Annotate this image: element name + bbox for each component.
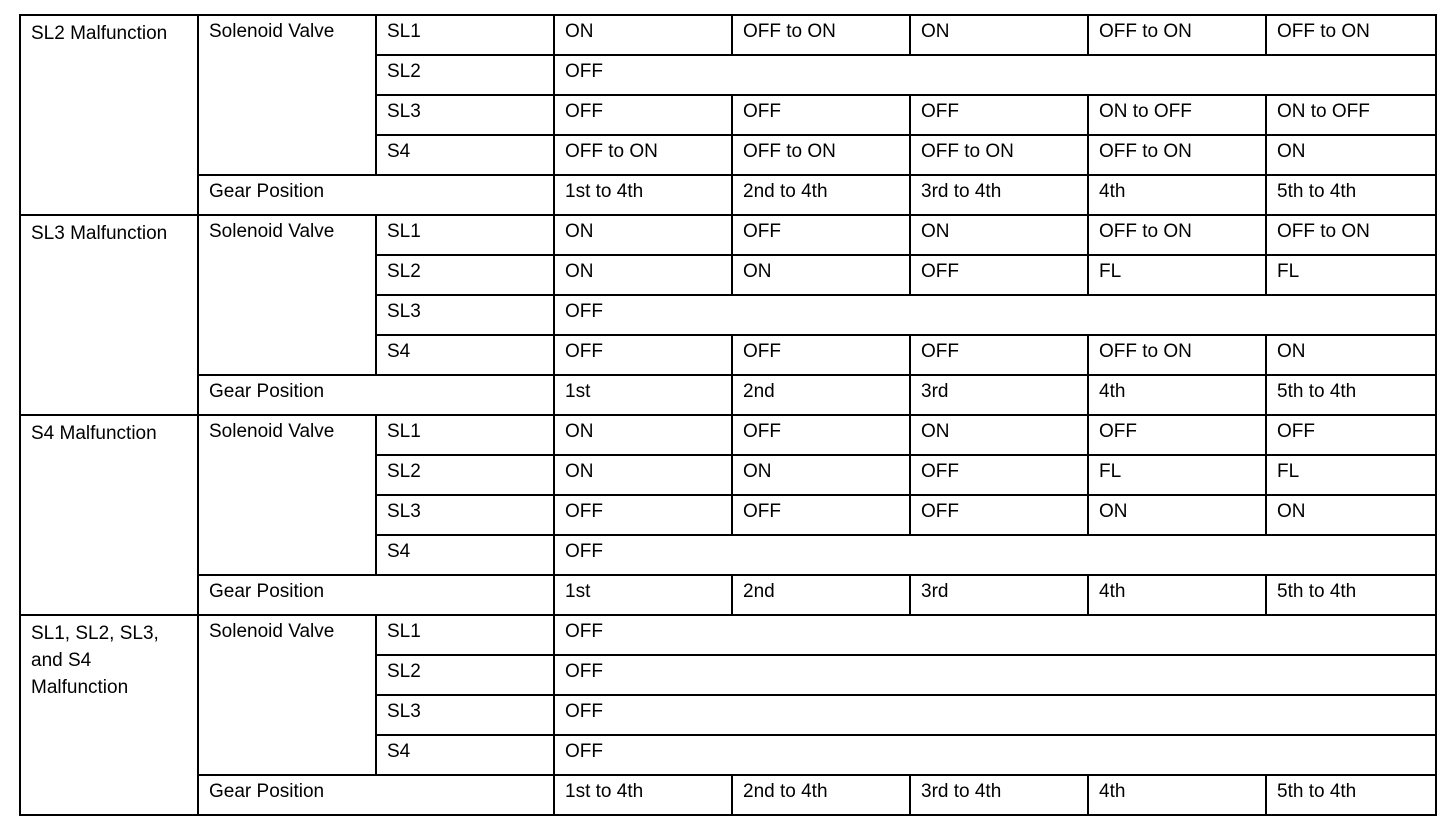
gear-position-cell: 3rd	[910, 375, 1088, 415]
valve-state-cell: OFF to ON	[1266, 215, 1436, 255]
valve-state-cell: OFF	[910, 455, 1088, 495]
valve-state-cell: OFF	[554, 295, 1436, 335]
gear-position-label: Gear Position	[198, 775, 554, 815]
gear-position-cell: 2nd to 4th	[732, 175, 910, 215]
gear-position-cell: 3rd	[910, 575, 1088, 615]
gear-position-cell: 1st	[554, 375, 732, 415]
valve-state-cell: OFF	[910, 495, 1088, 535]
valve-label: SL3	[376, 295, 554, 335]
valve-state-cell: ON	[554, 15, 732, 55]
table-row	[20, 615, 1436, 655]
gear-position-row	[20, 575, 1436, 615]
valve-state-cell: ON to OFF	[1266, 95, 1436, 135]
valve-state-cell: ON	[732, 455, 910, 495]
valve-state-cell: ON to OFF	[1088, 95, 1266, 135]
malfunction-group-label: SL2 Malfunction	[20, 15, 198, 215]
valve-state-cell: ON	[1266, 135, 1436, 175]
valve-state-cell: ON	[910, 415, 1088, 455]
valve-state-cell: OFF	[554, 615, 1436, 655]
category-label: Solenoid Valve	[198, 215, 376, 375]
valve-state-cell: OFF to ON	[1088, 135, 1266, 175]
malfunction-group-label: S4 Malfunction	[20, 415, 198, 615]
gear-position-cell: 5th to 4th	[1266, 575, 1436, 615]
valve-label: SL2	[376, 655, 554, 695]
valve-state-cell: OFF to ON	[554, 135, 732, 175]
valve-state-cell: OFF to ON	[1088, 215, 1266, 255]
gear-position-row	[20, 375, 1436, 415]
valve-label: SL3	[376, 495, 554, 535]
valve-label: SL1	[376, 615, 554, 655]
valve-state-cell: OFF	[910, 335, 1088, 375]
valve-state-cell: OFF to ON	[732, 15, 910, 55]
valve-state-cell: ON	[554, 215, 732, 255]
gear-position-cell: 2nd to 4th	[732, 775, 910, 815]
gear-position-cell: 2nd	[732, 375, 910, 415]
valve-state-cell: FL	[1266, 255, 1436, 295]
valve-state-cell: OFF to ON	[732, 135, 910, 175]
valve-state-cell: ON	[910, 215, 1088, 255]
gear-position-cell: 3rd to 4th	[910, 775, 1088, 815]
valve-state-cell: OFF	[910, 95, 1088, 135]
valve-state-cell: FL	[1088, 255, 1266, 295]
valve-label: SL3	[376, 95, 554, 135]
gear-position-cell: 1st to 4th	[554, 775, 732, 815]
gear-position-cell: 1st	[554, 575, 732, 615]
gear-position-cell: 5th to 4th	[1266, 775, 1436, 815]
valve-state-cell: OFF	[732, 215, 910, 255]
gear-position-row	[20, 175, 1436, 215]
valve-state-cell: OFF to ON	[1088, 335, 1266, 375]
valve-label: SL1	[376, 15, 554, 55]
category-label: Solenoid Valve	[198, 15, 376, 175]
valve-state-cell: ON	[554, 415, 732, 455]
gear-position-cell: 4th	[1088, 375, 1266, 415]
table-row	[20, 215, 1436, 255]
gear-position-cell: 3rd to 4th	[910, 175, 1088, 215]
gear-position-label: Gear Position	[198, 175, 554, 215]
gear-position-cell: 4th	[1088, 175, 1266, 215]
valve-state-cell: ON	[732, 255, 910, 295]
valve-state-cell: OFF to ON	[1088, 15, 1266, 55]
gear-position-cell: 2nd	[732, 575, 910, 615]
valve-state-cell: OFF	[554, 95, 732, 135]
valve-state-cell: ON	[1266, 335, 1436, 375]
valve-state-cell: OFF	[732, 335, 910, 375]
table-body	[20, 15, 1436, 815]
gear-position-cell: 5th to 4th	[1266, 175, 1436, 215]
malfunction-group-label: SL3 Malfunction	[20, 215, 198, 415]
valve-state-cell: ON	[1266, 495, 1436, 535]
valve-label: SL2	[376, 455, 554, 495]
valve-state-cell: FL	[1088, 455, 1266, 495]
gear-position-cell: 5th to 4th	[1266, 375, 1436, 415]
valve-label: SL1	[376, 215, 554, 255]
valve-state-cell: ON	[1088, 495, 1266, 535]
valve-label: SL3	[376, 695, 554, 735]
table-row	[20, 415, 1436, 455]
valve-label: SL1	[376, 415, 554, 455]
category-label: Solenoid Valve	[198, 615, 376, 775]
valve-state-cell: OFF	[732, 95, 910, 135]
malfunction-table	[19, 14, 1437, 816]
valve-state-cell: OFF	[1088, 415, 1266, 455]
valve-state-cell: OFF	[732, 415, 910, 455]
valve-state-cell: OFF	[554, 535, 1436, 575]
gear-position-label: Gear Position	[198, 375, 554, 415]
gear-position-label: Gear Position	[198, 575, 554, 615]
gear-position-cell: 1st to 4th	[554, 175, 732, 215]
valve-state-cell: OFF	[554, 335, 732, 375]
valve-label: SL2	[376, 255, 554, 295]
gear-position-cell: 4th	[1088, 575, 1266, 615]
valve-state-cell: ON	[554, 455, 732, 495]
valve-state-cell: FL	[1266, 455, 1436, 495]
valve-state-cell: OFF	[554, 655, 1436, 695]
valve-state-cell: OFF	[910, 255, 1088, 295]
valve-state-cell: OFF	[1266, 415, 1436, 455]
valve-state-cell: OFF	[554, 695, 1436, 735]
valve-state-cell: OFF to ON	[1266, 15, 1436, 55]
gear-position-cell: 4th	[1088, 775, 1266, 815]
category-label: Solenoid Valve	[198, 415, 376, 575]
malfunction-group-label: SL1, SL2, SL3, and S4 Malfunction	[20, 615, 198, 815]
valve-state-cell: OFF	[554, 735, 1436, 775]
valve-label: S4	[376, 735, 554, 775]
valve-state-cell: OFF	[554, 495, 732, 535]
gear-position-row	[20, 775, 1436, 815]
valve-state-cell: OFF	[554, 55, 1436, 95]
valve-label: SL2	[376, 55, 554, 95]
valve-label: S4	[376, 135, 554, 175]
table-row	[20, 15, 1436, 55]
valve-state-cell: ON	[910, 15, 1088, 55]
valve-label: S4	[376, 535, 554, 575]
valve-state-cell: OFF	[732, 495, 910, 535]
valve-state-cell: ON	[554, 255, 732, 295]
valve-label: S4	[376, 335, 554, 375]
valve-state-cell: OFF to ON	[910, 135, 1088, 175]
